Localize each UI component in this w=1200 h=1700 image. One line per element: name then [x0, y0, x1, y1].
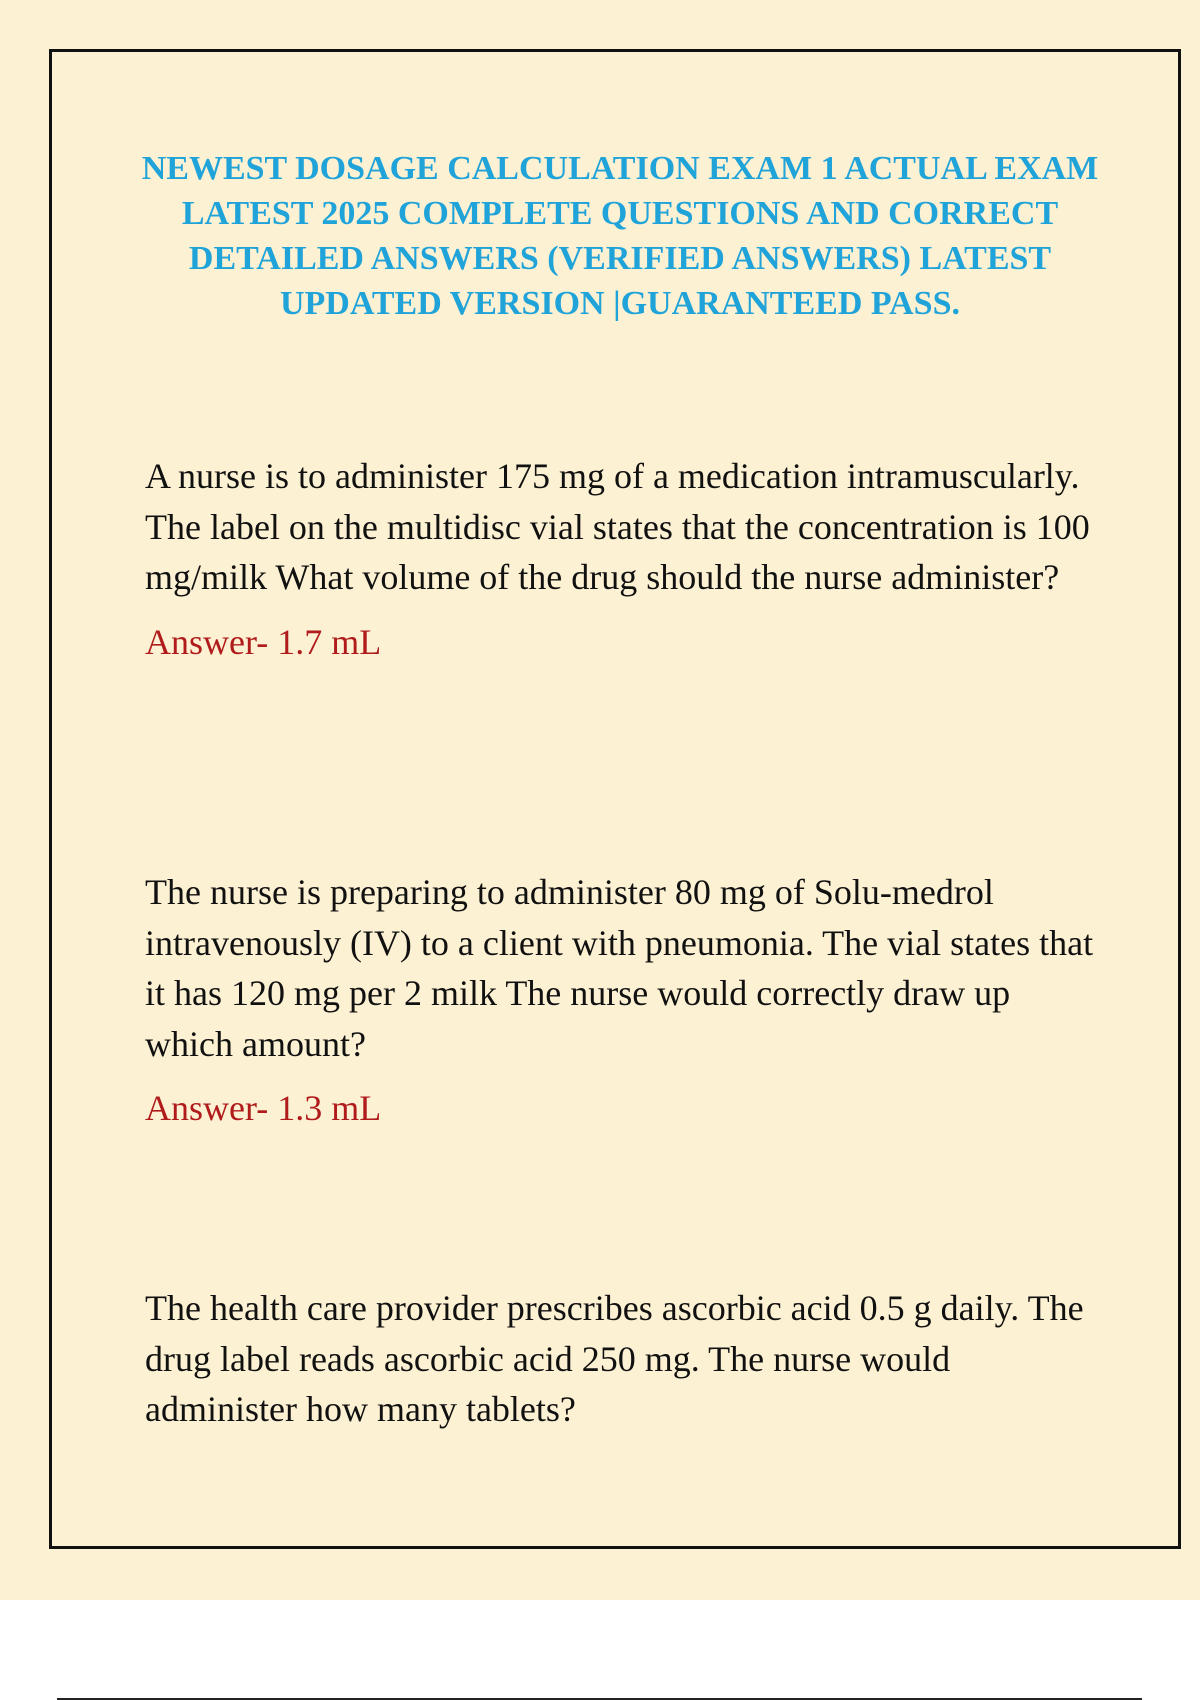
- document-title: NEWEST DOSAGE CALCULATION EXAM 1 ACTUAL EXAM LATEST 2025 COMPLETE QUESTIONS AND CORRECT DETAILED ANSWERS (VERIFIED ANSWERS) LATEST UPDATED VERSION |GUARANTEED PASS.: [141, 150, 1099, 322]
- question-block-2: [145, 867, 1105, 1133]
- question-block-1: [145, 451, 1105, 667]
- question-text: The nurse is preparing to administer 80 mg of Solu-medrol intravenously (IV) to a client with pneumonia. The vial states that it has 120 mg per 2 milk The nurse would correctly draw up which amount?: [145, 872, 1094, 1064]
- answer-text: Answer- 1.7 mL: [145, 621, 382, 662]
- question-text: The health care provider prescribes ascorbic acid 0.5 g daily. The drug label reads ascorbic acid 250 mg. The nurse would administer how many tablets?: [145, 1288, 1084, 1429]
- answer-text: Answer- 1.3 mL: [145, 1088, 382, 1128]
- question-block-3: [145, 1283, 1105, 1435]
- question-text: A nurse is to administer 175 mg of a medication intramuscularly. The label on the multidisc vial states that the concentration is 100 mg/milk What volume of the drug should the nurse administer?: [145, 456, 1090, 597]
